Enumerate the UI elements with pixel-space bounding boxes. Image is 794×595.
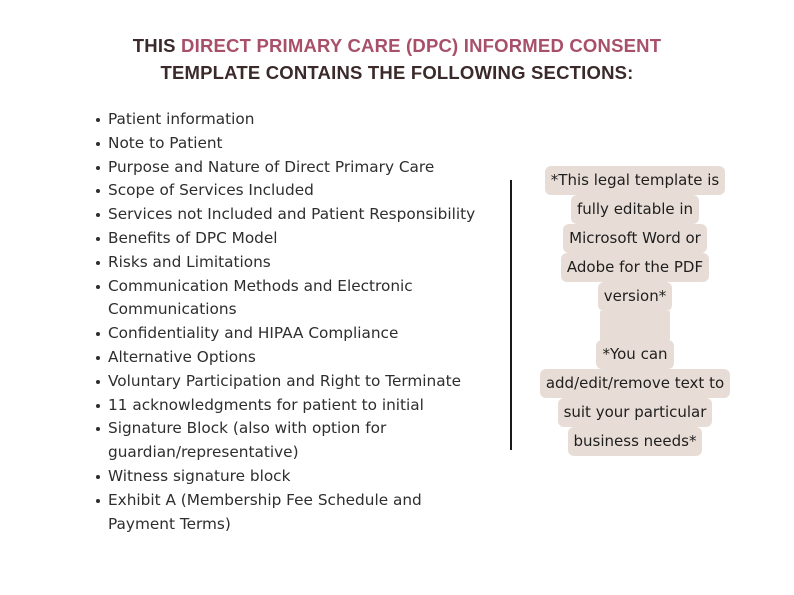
sections-list (96, 108, 496, 536)
note-line: add/edit/remove text to (540, 369, 730, 398)
list-item: Witness signature block (96, 465, 496, 489)
editable-note (520, 166, 750, 456)
list-item: Purpose and Nature of Direct Primary Care (96, 156, 496, 180)
title-prefix: THIS (132, 35, 182, 56)
list-item: Alternative Options (96, 346, 496, 370)
title-accent: DIRECT PRIMARY CARE (DPC) INFORMED CONSENT (181, 35, 662, 56)
note-line: Adobe for the PDF (561, 253, 709, 282)
page-title (0, 32, 794, 86)
note-spacer (600, 311, 670, 340)
vertical-divider (510, 180, 512, 450)
list-item: Scope of Services Included (96, 179, 496, 203)
list-item: Confidentiality and HIPAA Compliance (96, 322, 496, 346)
list-item: Exhibit A (Membership Fee Schedule and Payment Terms) (96, 489, 438, 537)
note-line: version* (598, 282, 672, 311)
list-item: Signature Block (also with option for guardian/representative) (96, 417, 408, 465)
title-line-1 (0, 32, 794, 59)
note-line: fully editable in (571, 195, 699, 224)
list-item: Voluntary Participation and Right to Terminate (96, 370, 496, 394)
list-item: Patient information (96, 108, 496, 132)
list-item: 11 acknowledgments for patient to initial (96, 394, 496, 418)
note-line: suit your particular (558, 398, 713, 427)
note-line: *This legal template is (545, 166, 725, 195)
list-item: Risks and Limitations (96, 251, 496, 275)
note-line: Microsoft Word or (563, 224, 707, 253)
list-item: Note to Patient (96, 132, 496, 156)
note-line: *You can (596, 340, 673, 369)
list-item: Services not Included and Patient Responsibility (96, 203, 496, 227)
list-item: Benefits of DPC Model (96, 227, 496, 251)
note-line: business needs* (568, 427, 703, 456)
title-line-2: TEMPLATE CONTAINS THE FOLLOWING SECTIONS: (160, 62, 634, 83)
list-item: Communication Methods and Electronic Communications (96, 275, 426, 323)
